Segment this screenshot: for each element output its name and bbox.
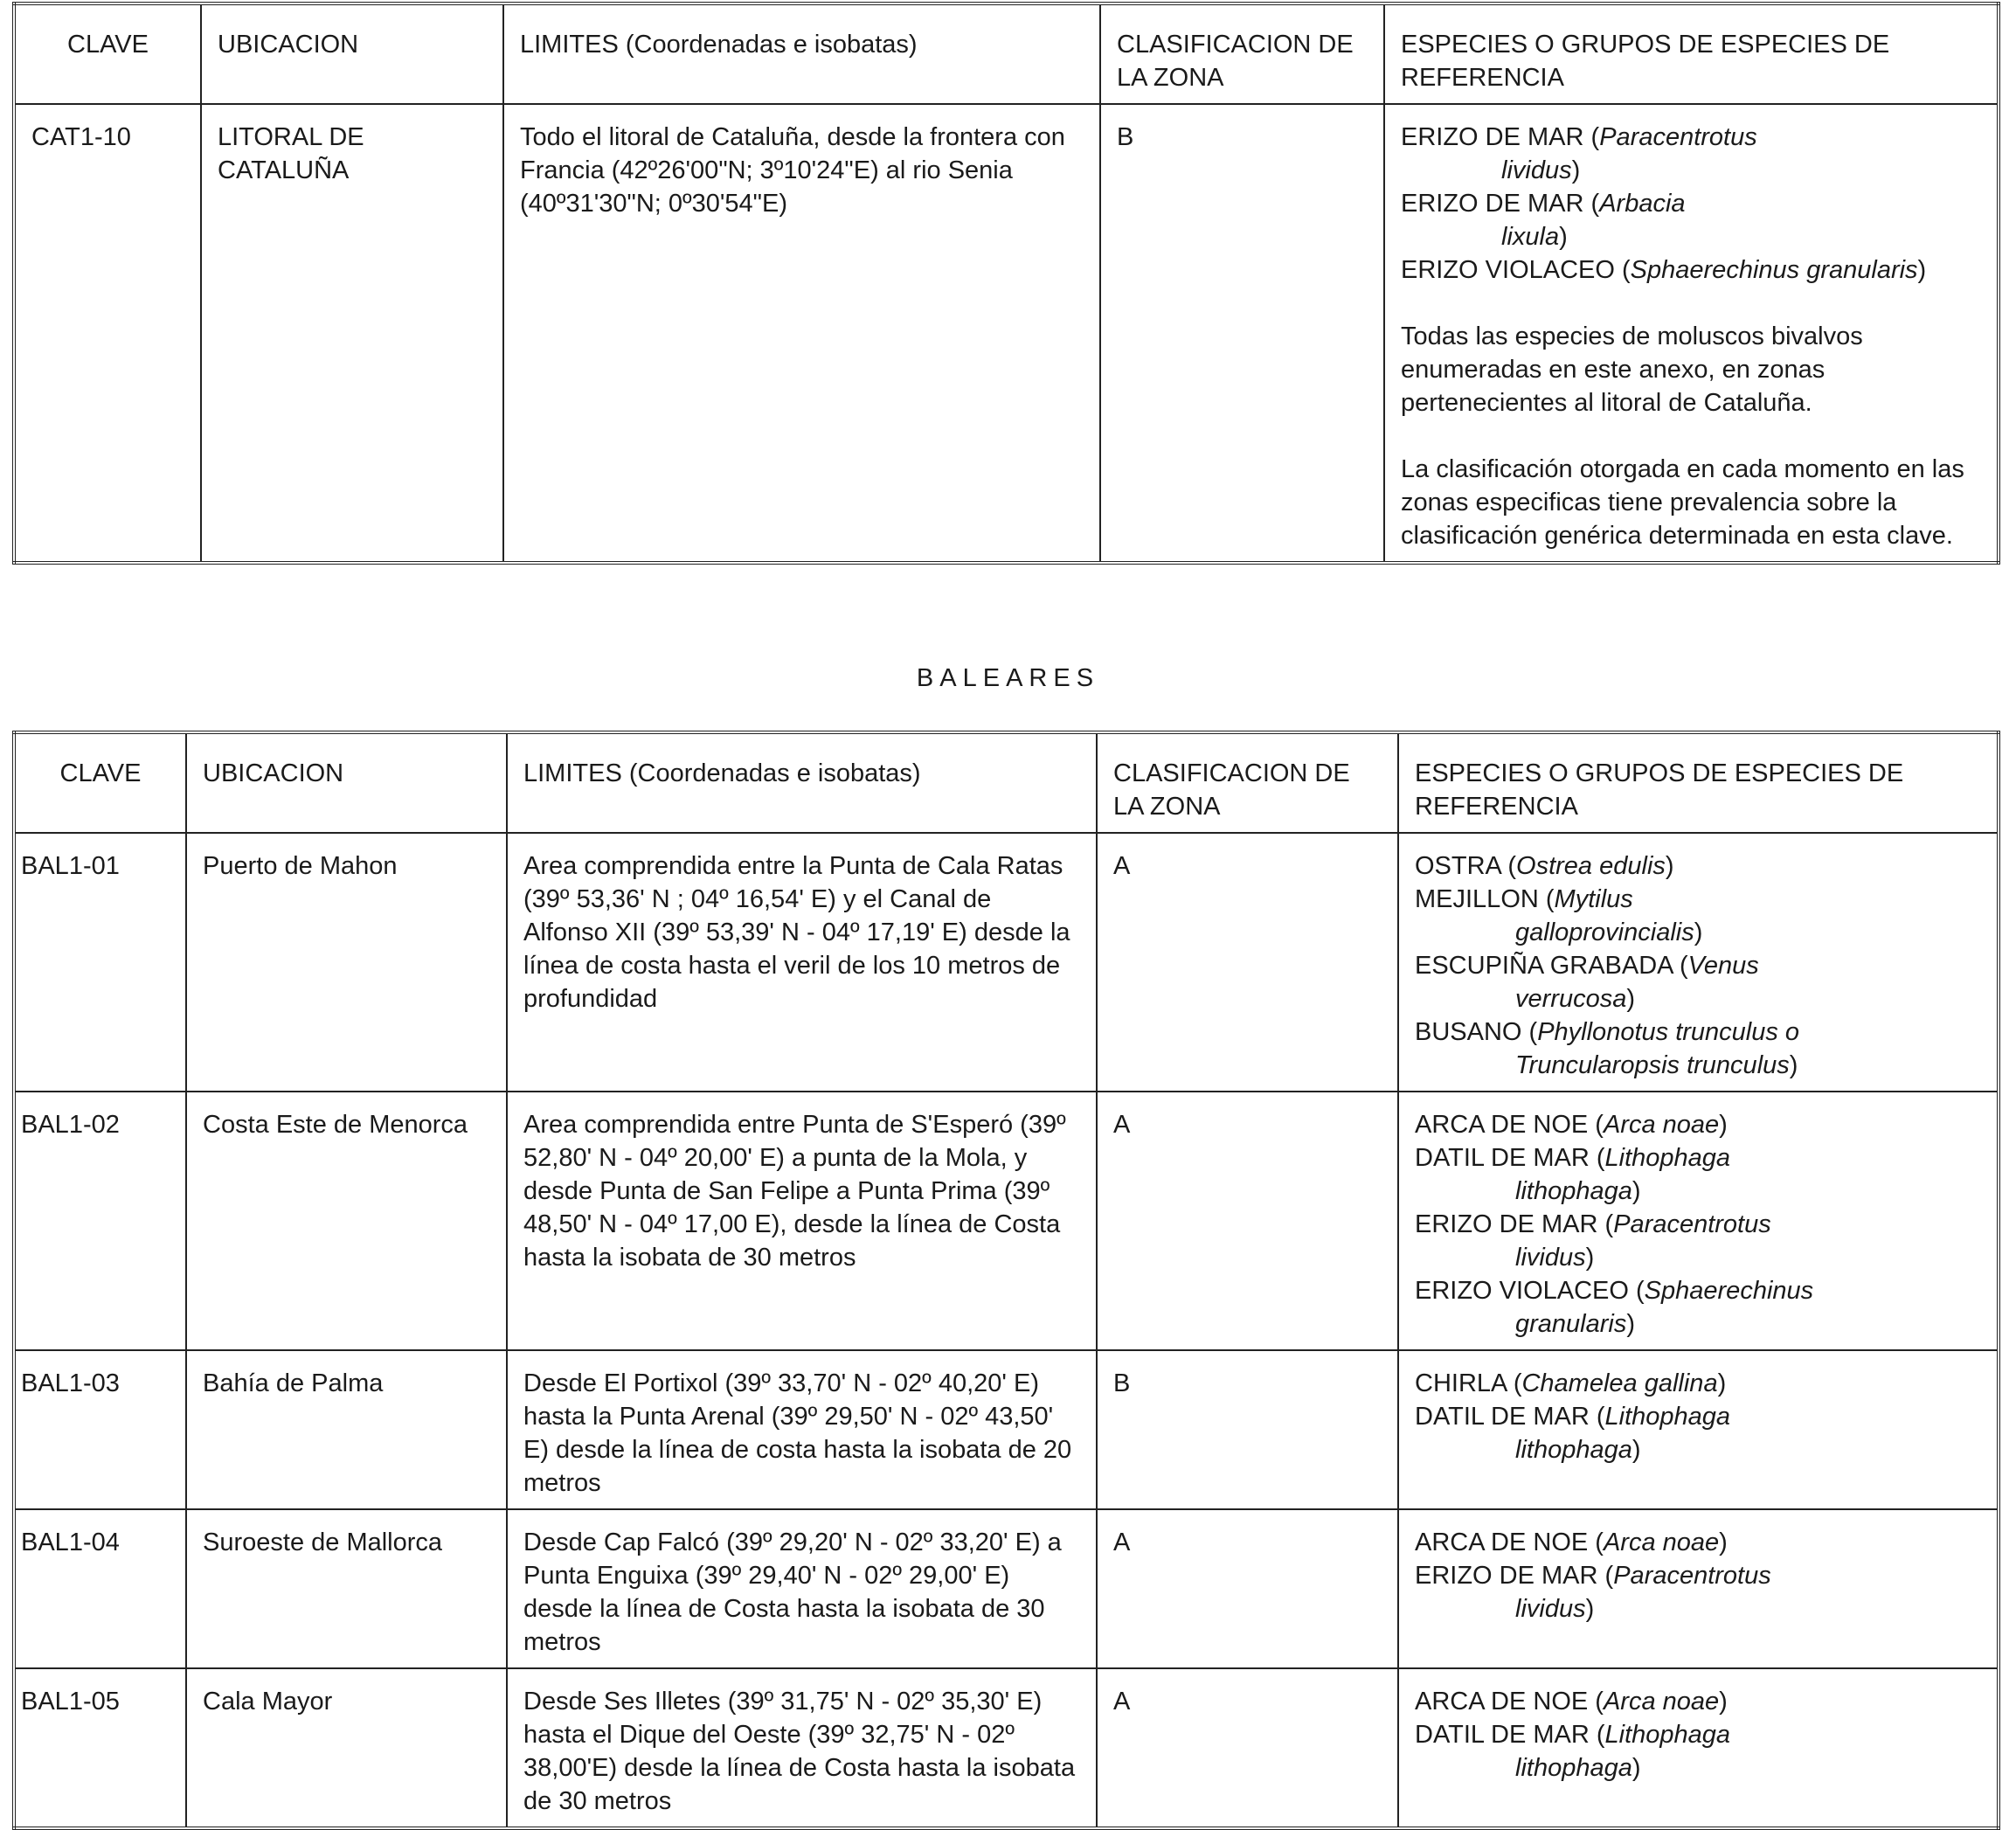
limites-cell: Desde Cap Falcó (39º 29,20' N - 02º 33,20' E) a Punta Enguixa (39º 29,40' N - 02º 29,00' E) desde la línea de Costa hasta la isobata de 30 metros [507, 1509, 1097, 1668]
species-latin: Mytilus [1554, 885, 1633, 913]
species-item: ARCA DE NOE (Arca noae) [1415, 1688, 1728, 1716]
header-limites: LIMITES (Coordenadas e isobatas) [507, 732, 1097, 833]
species-item-cont: lixula) [1501, 223, 1568, 251]
header-limites: LIMITES (Coordenadas e isobatas) [503, 3, 1100, 104]
species-item: ERIZO DE MAR (Paracentrotus [1415, 1562, 1771, 1590]
species-name: DATIL DE MAR [1415, 1721, 1590, 1749]
species-latin: verrucosa [1515, 985, 1627, 1013]
table-row [14, 1668, 1999, 1828]
species-latin: Sphaerechinus granularis [1630, 256, 1918, 284]
species-item-cont: galloprovincialis) [1515, 918, 1703, 946]
species-name: BUSANO [1415, 1018, 1522, 1046]
species-item-cont: lividus) [1515, 1595, 1595, 1623]
limites-cell: Desde El Portixol (39º 33,70' N - 02º 40,20' E) hasta la Punta Arenal (39º 29,50' N - 02º 43,50' E) desde la línea de costa hasta la isobata de 20 metros [507, 1350, 1097, 1509]
species-latin: Chamelea gallina [1521, 1369, 1718, 1397]
especies-cell [1384, 104, 1999, 563]
table-row [14, 1092, 1999, 1350]
species-item: ERIZO DE MAR (Paracentrotus [1415, 1210, 1771, 1238]
clave-cell: BAL1-04 [14, 1509, 186, 1668]
clave-cell: BAL1-03 [14, 1350, 186, 1509]
clasificacion-cell: A [1097, 1668, 1398, 1828]
species-latin: Venus [1687, 952, 1759, 980]
especies-cell [1398, 1092, 1999, 1350]
especies-cell [1398, 1350, 1999, 1509]
clave-cell: BAL1-05 [14, 1668, 186, 1828]
species-item-cont: lithophaga) [1515, 1436, 1641, 1464]
species-item-cont: lithophaga) [1515, 1177, 1641, 1205]
species-item-cont: lividus) [1515, 1244, 1595, 1272]
species-item: BUSANO (Phyllonotus trunculus o [1415, 1018, 1800, 1046]
ubicacion-cell: LITORAL DE CATALUÑA [201, 104, 503, 563]
species-name: ARCA DE NOE [1415, 1688, 1589, 1716]
species-item: CHIRLA (Chamelea gallina) [1415, 1369, 1727, 1397]
header-clave: CLAVE [14, 732, 186, 833]
especies-cell [1398, 833, 1999, 1092]
species-name: ERIZO DE MAR [1415, 1562, 1598, 1590]
species-name: ERIZO DE MAR [1401, 190, 1584, 218]
species-item: OSTRA (Ostrea edulis) [1415, 852, 1674, 880]
especies-cell [1398, 1668, 1999, 1828]
species-item: ARCA DE NOE (Arca noae) [1415, 1528, 1728, 1556]
species-latin: Arca noae [1603, 1688, 1720, 1716]
species-latin: lividus [1501, 156, 1572, 184]
clave-cell: CAT1-10 [14, 104, 201, 563]
species-item-cont: lithophaga) [1515, 1754, 1641, 1782]
species-name: ERIZO VIOLACEO [1415, 1277, 1629, 1305]
species-latin: Phyllonotus trunculus o [1537, 1018, 1800, 1046]
species-item: ESCUPIÑA GRABADA (Venus [1415, 952, 1759, 980]
clasificacion-cell: A [1097, 1509, 1398, 1668]
species-item: DATIL DE MAR (Lithophaga [1415, 1403, 1731, 1431]
species-latin: Paracentrotus [1599, 123, 1757, 151]
table-row [14, 1509, 1999, 1668]
species-latin: granularis [1515, 1310, 1627, 1338]
species-note: Todas las especies de moluscos bivalvos enumeradas en este anexo, en zonas pertenecientes al litoral de Cataluña. [1401, 322, 1863, 417]
species-item-cont: granularis) [1515, 1310, 1636, 1338]
cataluna-table [12, 2, 2000, 565]
species-latin: Lithophaga [1604, 1144, 1731, 1172]
species-name: CHIRLA [1415, 1369, 1507, 1397]
table-row [14, 104, 1999, 563]
species-name: MEJILLON [1415, 885, 1539, 913]
ubicacion-cell: Bahía de Palma [186, 1350, 507, 1509]
species-latin: lixula [1501, 223, 1560, 251]
species-latin: Lithophaga [1604, 1721, 1731, 1749]
header-especies: ESPECIES O GRUPOS DE ESPECIES DE REFERENCIA [1398, 732, 1999, 833]
species-item: MEJILLON (Mytilus [1415, 885, 1633, 913]
species-latin: lividus [1515, 1244, 1586, 1272]
species-latin: Ostrea edulis [1516, 852, 1666, 880]
species-latin: galloprovincialis [1515, 918, 1694, 946]
species-name: ERIZO DE MAR [1415, 1210, 1598, 1238]
ubicacion-cell: Puerto de Mahon [186, 833, 507, 1092]
species-item: ERIZO VIOLACEO (Sphaerechinus [1415, 1277, 1814, 1305]
section-title: BALEARES [916, 664, 1100, 692]
species-item: DATIL DE MAR (Lithophaga [1415, 1721, 1731, 1749]
species-item: ERIZO VIOLACEO (Sphaerechinus granularis) [1401, 256, 1927, 284]
species-latin: Arbacia [1599, 190, 1686, 218]
header-clave: CLAVE [14, 3, 201, 104]
species-item: ARCA DE NOE (Arca noae) [1415, 1111, 1728, 1139]
species-name: ESCUPIÑA GRABADA [1415, 952, 1673, 980]
species-name: OSTRA [1415, 852, 1501, 880]
table-row [14, 833, 1999, 1092]
species-name: DATIL DE MAR [1415, 1144, 1590, 1172]
species-latin: lithophaga [1515, 1177, 1632, 1205]
species-name: ARCA DE NOE [1415, 1111, 1589, 1139]
especies-cell [1398, 1509, 1999, 1668]
species-latin: Lithophaga [1604, 1403, 1731, 1431]
clasificacion-cell: B [1100, 104, 1384, 563]
limites-cell: Desde Ses Illetes (39º 31,75' N - 02º 35,30' E) hasta el Dique del Oeste (39º 32,75' N - 02º 38,00'E) desde la línea de Costa hasta la isobata de 30 metros [507, 1668, 1097, 1828]
header-clasificacion: CLASIFICACION DE LA ZONA [1097, 732, 1398, 833]
clave-cell: BAL1-01 [14, 833, 186, 1092]
species-item-cont: lividus) [1501, 156, 1581, 184]
header-row [14, 3, 1999, 104]
header-ubicacion: UBICACION [186, 732, 507, 833]
header-especies: ESPECIES O GRUPOS DE ESPECIES DE REFERENCIA [1384, 3, 1999, 104]
species-latin: Arca noae [1603, 1528, 1720, 1556]
limites-cell: Area comprendida entre Punta de S'Esperó (39º 52,80' N - 04º 20,00' E) a punta de la Mola, y desde Punta de San Felipe a Punta Prima (39º 48,50' N - 04º 17,00 E), desde la línea de Costa hasta la isobata de 30 metros [507, 1092, 1097, 1350]
header-ubicacion: UBICACION [201, 3, 503, 104]
species-name: ERIZO VIOLACEO [1401, 256, 1615, 284]
ubicacion-cell: Costa Este de Menorca [186, 1092, 507, 1350]
clave-cell: BAL1-02 [14, 1092, 186, 1350]
header-clasificacion: CLASIFICACION DE LA ZONA [1100, 3, 1384, 104]
species-item-cont: Truncularopsis trunculus) [1515, 1051, 1798, 1079]
species-latin: lithophaga [1515, 1436, 1632, 1464]
limites-cell: Todo el litoral de Cataluña, desde la frontera con Francia (42º26'00"N; 3º10'24"E) al rio Senia (40º31'30"N; 0º30'54"E) [503, 104, 1100, 563]
ubicacion-cell: Suroeste de Mallorca [186, 1509, 507, 1668]
clasificacion-cell: B [1097, 1350, 1398, 1509]
species-item-cont: verrucosa) [1515, 985, 1635, 1013]
baleares-table [12, 731, 2000, 1830]
species-latin: lithophaga [1515, 1754, 1632, 1782]
species-latin: lividus [1515, 1595, 1586, 1623]
species-latin: Truncularopsis trunculus [1515, 1051, 1790, 1079]
clasificacion-cell: A [1097, 833, 1398, 1092]
species-latin: Paracentrotus [1613, 1210, 1771, 1238]
species-name: ARCA DE NOE [1415, 1528, 1589, 1556]
species-name: ERIZO DE MAR [1401, 123, 1584, 151]
limites-cell: Area comprendida entre la Punta de Cala Ratas (39º 53,36' N ; 04º 16,54' E) y el Canal de Alfonso XII (39º 53,39' N - 04º 17,19' E) desde la línea de costa hasta el veril de los 10 metros de profundidad [507, 833, 1097, 1092]
species-latin: Sphaerechinus [1644, 1277, 1814, 1305]
species-item: ERIZO DE MAR (Paracentrotus [1401, 123, 1757, 151]
species-latin: Paracentrotus [1613, 1562, 1771, 1590]
species-latin: Arca noae [1603, 1111, 1720, 1139]
species-item: ERIZO DE MAR (Arbacia [1401, 190, 1686, 218]
species-name: DATIL DE MAR [1415, 1403, 1590, 1431]
ubicacion-cell: Cala Mayor [186, 1668, 507, 1828]
species-note: La clasificación otorgada en cada momento en las zonas especificas tiene prevalencia sobre la clasificación genérica determinada en esta clave. [1401, 455, 1964, 550]
header-row [14, 732, 1999, 833]
species-list [1401, 121, 1981, 287]
clasificacion-cell: A [1097, 1092, 1398, 1350]
species-item: DATIL DE MAR (Lithophaga [1415, 1144, 1731, 1172]
table-row [14, 1350, 1999, 1509]
